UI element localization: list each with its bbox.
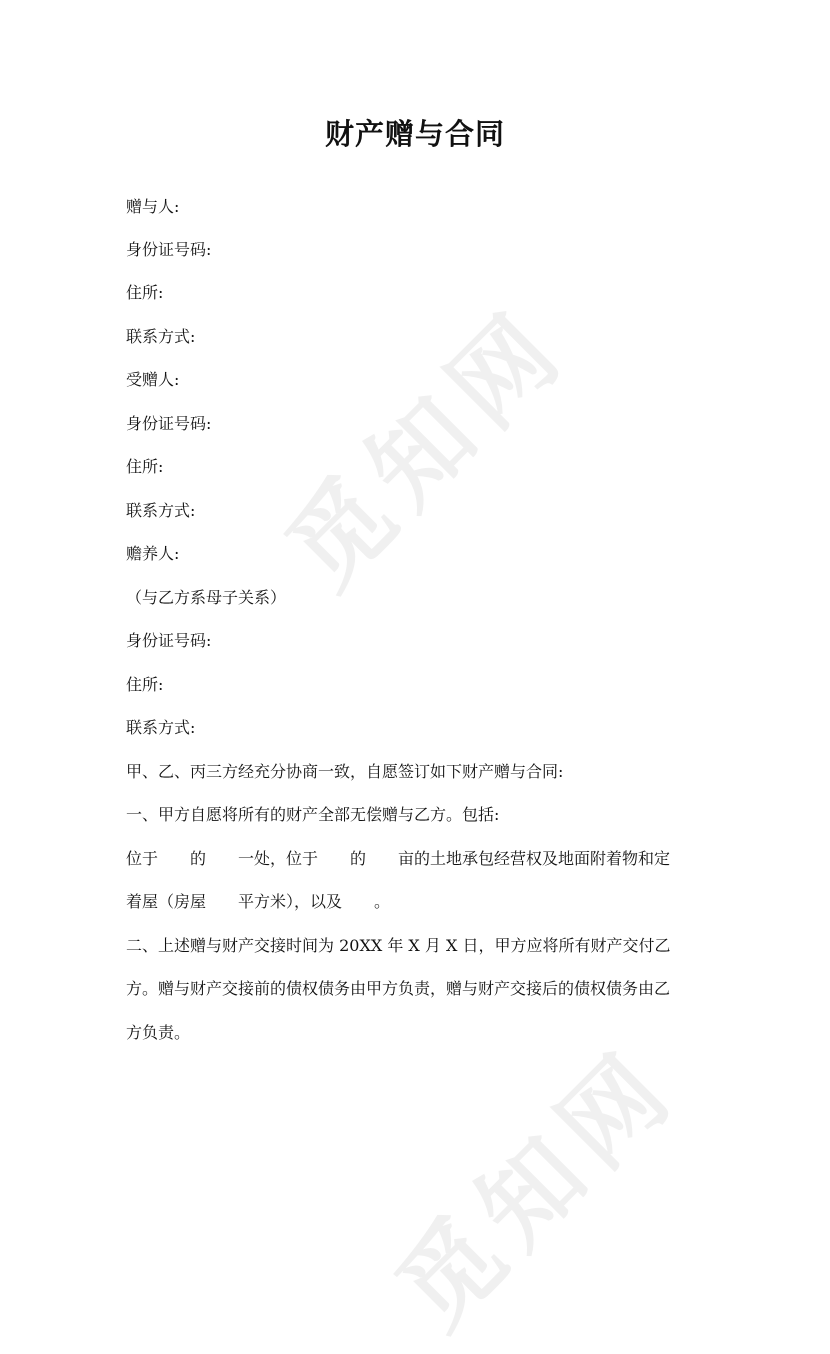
supporter-label: 赡养人: (126, 544, 180, 563)
clause-two-line-1: 二、上述赠与财产交接时间为 20XX 年 X 月 X 日，甲方应将所有财产交付乙 (126, 936, 671, 955)
clause-one-body-line-2: 着屋（房屋 平方米），以及 。 (126, 892, 391, 911)
donee-address-label: 住所: (126, 457, 164, 476)
watermark-bottom: 觅知网 (374, 1025, 700, 1351)
document-title: 财产赠与合同 (324, 117, 505, 151)
clause-two-line-2: 方。赠与财产交接前的债权债务由甲方负责，赠与财产交接后的债权债务由乙 (126, 979, 671, 998)
clause-one-body-line-1: 位于 的 一处，位于 的 亩的土地承包经营权及地面附着物和定 (126, 849, 671, 868)
donor-contact-label: 联系方式: (126, 327, 196, 346)
supporter-address-label: 住所: (126, 675, 164, 694)
donor-id-label: 身份证号码: (126, 240, 212, 259)
clause-one-heading: 一、甲方自愿将所有的财产全部无偿赠与乙方。包括: (126, 805, 500, 824)
supporter-relation-note: （与乙方系母子关系） (126, 588, 287, 607)
donee-label: 受赠人: (126, 370, 180, 389)
preamble-paragraph: 甲、乙、丙三方经充分协商一致，自愿签订如下财产赠与合同: (126, 762, 564, 781)
donee-contact-label: 联系方式: (126, 501, 196, 520)
watermark: 觅知网 (264, 285, 590, 611)
donor-address-label: 住所: (126, 283, 164, 302)
supporter-contact-label: 联系方式: (126, 718, 196, 737)
clause-two-line-3: 方负责。 (126, 1023, 191, 1042)
supporter-id-label: 身份证号码: (126, 631, 212, 650)
donee-id-label: 身份证号码: (126, 414, 212, 433)
donor-label: 赠与人: (126, 197, 180, 216)
